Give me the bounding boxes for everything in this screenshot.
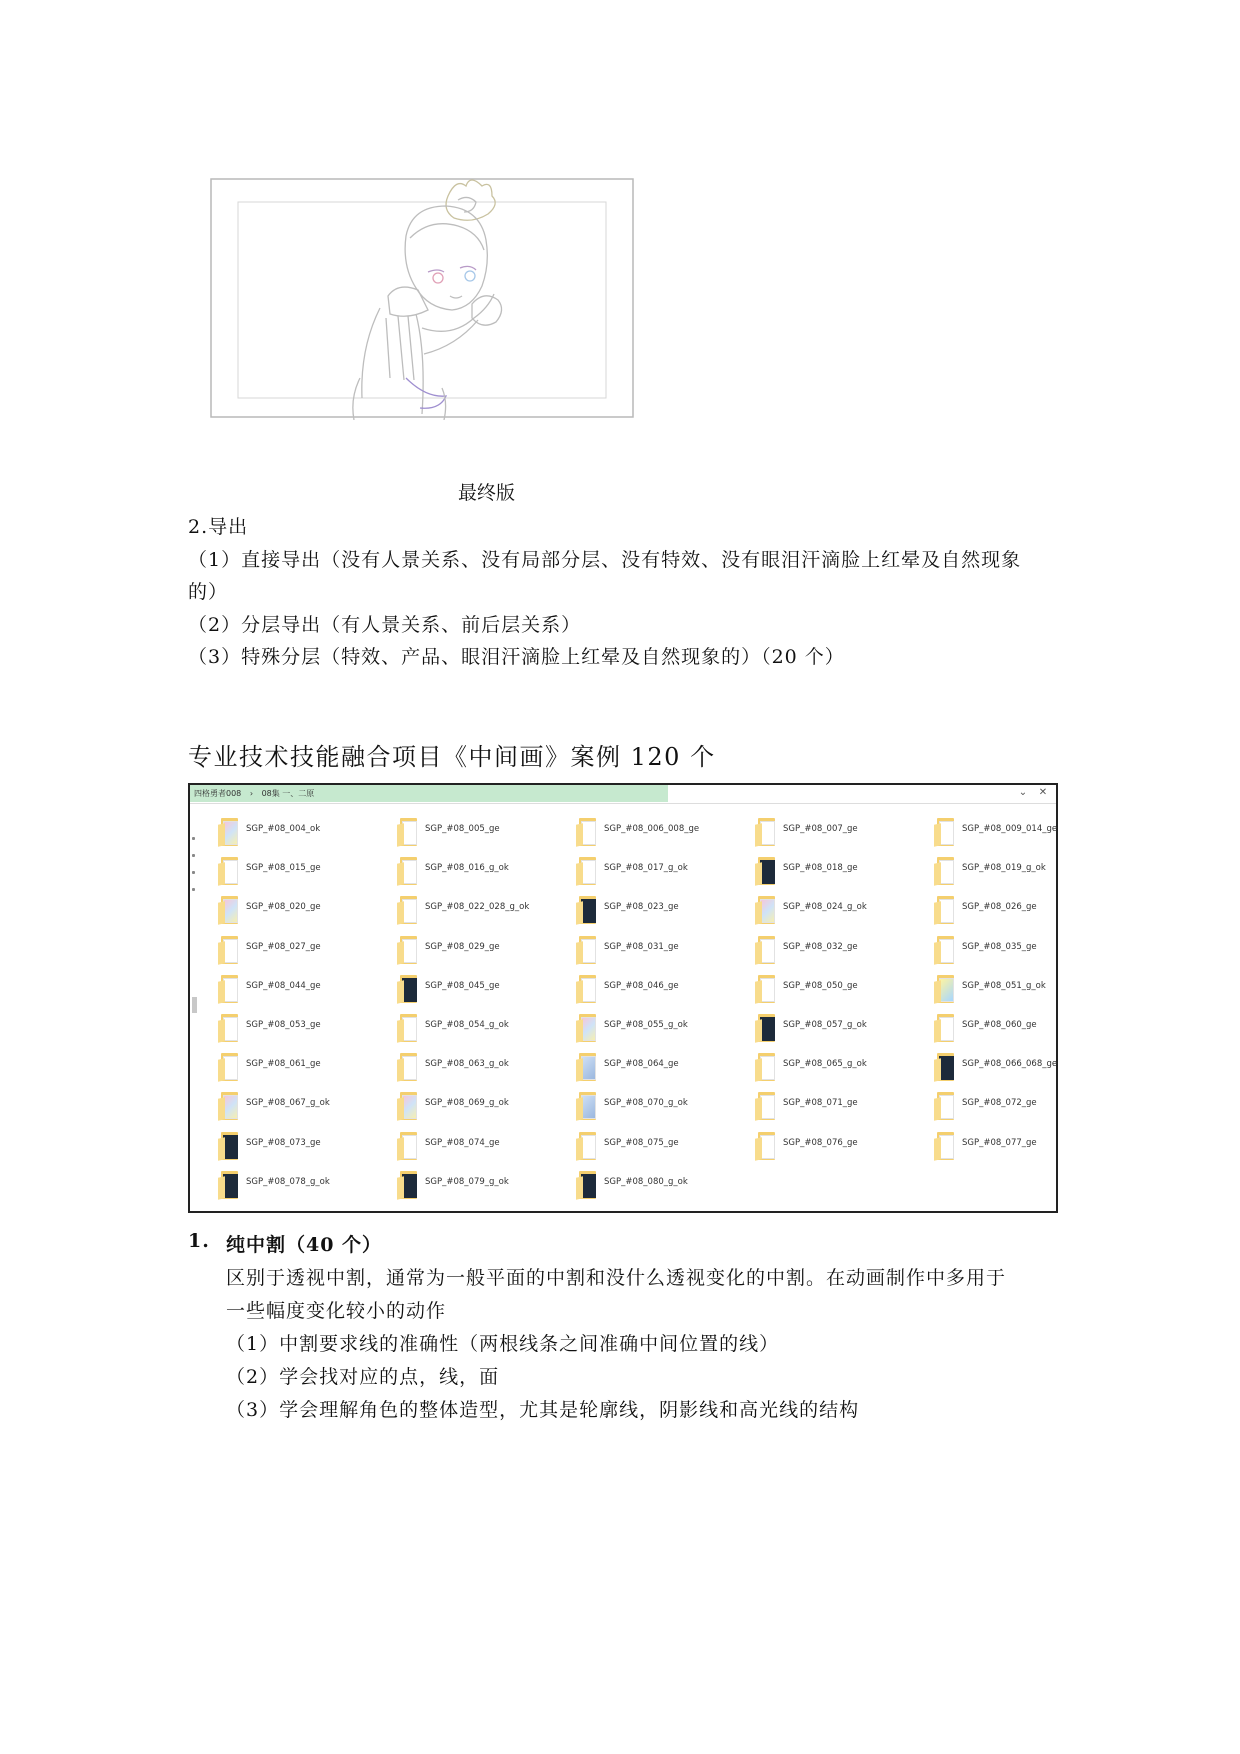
folder-icon [934, 1053, 956, 1081]
folder-item[interactable] [397, 893, 572, 929]
folder-icon [755, 857, 777, 885]
folder-icon [576, 936, 598, 964]
folder-icon [934, 1132, 956, 1160]
folder-icon [218, 818, 240, 846]
folder-name: SGP_#08_064_ge [604, 1059, 679, 1070]
section-point-3: （3）学会理解角色的整体造型，尤其是轮廓线，阴影线和高光线的结构 [226, 1399, 860, 1421]
folder-icon [576, 857, 598, 885]
folder-item[interactable] [397, 1011, 572, 1047]
folder-item[interactable] [397, 972, 572, 1008]
folder-icon [934, 857, 956, 885]
folder-name: SGP_#08_077_ge [962, 1137, 1037, 1148]
folder-name: SGP_#08_067_g_ok [246, 1098, 330, 1109]
folder-icon [218, 1171, 240, 1199]
breadcrumb-separator: › [249, 789, 254, 798]
folder-icon [397, 1014, 419, 1042]
folder-name: SGP_#08_044_ge [246, 980, 321, 991]
folder-name: SGP_#08_070_g_ok [604, 1098, 688, 1109]
folder-item[interactable] [397, 933, 572, 969]
folder-item[interactable] [218, 1050, 393, 1086]
folder-icon [397, 975, 419, 1003]
folder-item[interactable] [934, 1050, 1109, 1086]
folder-name: SGP_#08_009_014_ge [962, 824, 1058, 834]
folder-icon [218, 857, 240, 885]
folder-icon [218, 896, 240, 924]
folder-icon [755, 818, 777, 846]
section-point-1: （1）中割要求线的准确性（两根线条之间准确中间位置的线） [226, 1333, 780, 1355]
folder-name: SGP_#08_078_g_ok [246, 1176, 330, 1187]
folder-name: SGP_#08_006_008_ge [604, 824, 700, 834]
folder-icon [755, 1132, 777, 1160]
folder-item[interactable] [755, 815, 930, 851]
export-item-3: （3）特殊分层（特效、产品、眼泪汗滴脸上红晕及自然现象的）（20 个） [188, 646, 845, 668]
folder-name: SGP_#08_024_g_ok [783, 902, 867, 913]
folder-icon [397, 1132, 419, 1160]
folder-item[interactable] [576, 815, 751, 851]
folder-name: SGP_#08_066_068_ge [962, 1059, 1058, 1070]
breadcrumb-root[interactable]: 四格勇者008 [194, 789, 242, 798]
folder-item[interactable] [755, 1011, 930, 1047]
folder-name: SGP_#08_050_ge [783, 980, 858, 991]
folder-icon [397, 818, 419, 846]
folder-item[interactable] [218, 854, 393, 890]
folder-item[interactable] [755, 933, 930, 969]
folder-item[interactable] [397, 1168, 572, 1204]
folder-item[interactable] [397, 1050, 572, 1086]
folder-name: SGP_#08_027_ge [246, 941, 321, 952]
folder-icon [576, 896, 598, 924]
folder-name: SGP_#08_019_g_ok [962, 863, 1046, 874]
folder-icon [934, 818, 956, 846]
folder-name: SGP_#08_051_g_ok [962, 980, 1046, 991]
folder-icon [576, 1132, 598, 1160]
folder-icon [934, 936, 956, 964]
folder-item[interactable] [576, 933, 751, 969]
folder-item[interactable] [576, 1011, 751, 1047]
folder-icon [755, 936, 777, 964]
folder-icon [755, 975, 777, 1003]
folder-item[interactable] [218, 972, 393, 1008]
folder-name: SGP_#08_075_ge [604, 1137, 679, 1148]
folder-item[interactable] [934, 1011, 1109, 1047]
folder-icon [934, 1014, 956, 1042]
folder-name: SGP_#08_023_ge [604, 902, 679, 913]
export-item-1-line-2: 的） [188, 581, 229, 603]
close-icon[interactable]: ✕ [1038, 787, 1048, 798]
folder-item[interactable] [218, 933, 393, 969]
folder-item[interactable] [755, 1129, 930, 1165]
folder-name: SGP_#08_005_ge [425, 824, 500, 834]
folder-name: SGP_#08_032_ge [783, 941, 858, 952]
dropdown-chevron-icon[interactable]: ⌄ [1018, 787, 1028, 798]
folder-name: SGP_#08_046_ge [604, 980, 679, 991]
folder-name: SGP_#08_053_ge [246, 1020, 321, 1030]
nav-pane-markers [192, 837, 198, 905]
folder-item[interactable] [397, 1129, 572, 1165]
folder-icon [218, 1014, 240, 1042]
section-desc-line-2: 一些幅度变化较小的动作 [226, 1300, 447, 1322]
folder-name: SGP_#08_074_ge [425, 1137, 500, 1148]
folder-icon [934, 1092, 956, 1120]
folder-item[interactable] [755, 1050, 930, 1086]
folder-item[interactable] [934, 815, 1109, 851]
folder-item[interactable] [576, 972, 751, 1008]
folder-item[interactable] [934, 893, 1109, 929]
folder-item[interactable] [397, 815, 572, 851]
folder-name: SGP_#08_045_ge [425, 980, 500, 991]
folder-name: SGP_#08_018_ge [783, 863, 858, 874]
folder-item[interactable] [934, 972, 1109, 1008]
folder-icon [576, 1053, 598, 1081]
folder-name: SGP_#08_016_g_ok [425, 863, 509, 874]
folder-icon [755, 1053, 777, 1081]
folder-name: SGP_#08_004_ok [246, 824, 321, 834]
folder-item[interactable] [576, 854, 751, 890]
folder-item[interactable] [755, 854, 930, 890]
folder-name: SGP_#08_072_ge [962, 1098, 1037, 1109]
folder-icon [576, 1092, 598, 1120]
folder-name: SGP_#08_035_ge [962, 941, 1037, 952]
folder-name: SGP_#08_063_g_ok [425, 1059, 509, 1070]
folder-icon [755, 896, 777, 924]
folder-icon [397, 1092, 419, 1120]
folder-name: SGP_#08_055_g_ok [604, 1020, 688, 1030]
file-explorer-screenshot [188, 783, 1058, 1213]
folder-icon [755, 1014, 777, 1042]
section-number: 1. [188, 1230, 210, 1252]
folder-name: SGP_#08_079_g_ok [425, 1176, 509, 1187]
folder-name: SGP_#08_017_g_ok [604, 863, 688, 874]
folder-icon [576, 1171, 598, 1199]
breadcrumb-current[interactable]: 08集 一、二原 [261, 789, 315, 798]
folder-item[interactable] [755, 893, 930, 929]
folder-name: SGP_#08_060_ge [962, 1020, 1037, 1030]
folder-icon [934, 975, 956, 1003]
folder-name: SGP_#08_020_ge [246, 902, 321, 913]
folder-item[interactable] [755, 972, 930, 1008]
section-point-2: （2）学会找对应的点，线，面 [226, 1366, 500, 1388]
folder-icon [397, 936, 419, 964]
folder-icon [218, 1132, 240, 1160]
folder-item[interactable] [576, 1129, 751, 1165]
folder-name: SGP_#08_076_ge [783, 1137, 858, 1148]
folder-item[interactable] [397, 854, 572, 890]
folder-name: SGP_#08_054_g_ok [425, 1020, 509, 1030]
address-bar[interactable] [190, 785, 1056, 804]
folder-item[interactable] [934, 1089, 1109, 1125]
folder-name: SGP_#08_069_g_ok [425, 1098, 509, 1109]
export-item-1-line-1: （1）直接导出（没有人景关系、没有局部分层、没有特效、没有眼泪汗滴脸上红晕及自然现象 [188, 549, 1022, 571]
folder-item[interactable] [934, 854, 1109, 890]
folder-item[interactable] [397, 1089, 572, 1125]
folder-icon [218, 1092, 240, 1120]
folder-icon [397, 1053, 419, 1081]
section-title: 纯中割（40 个） [226, 1234, 383, 1256]
export-item-2: （2）分层导出（有人景关系、前后层关系） [188, 614, 582, 636]
folder-icon [218, 936, 240, 964]
character-sketch-image [210, 178, 634, 420]
folder-item[interactable] [576, 1168, 751, 1204]
breadcrumb [194, 788, 320, 799]
folder-item[interactable] [218, 1129, 393, 1165]
folder-icon [576, 818, 598, 846]
folder-icon [397, 896, 419, 924]
folder-item[interactable] [218, 1089, 393, 1125]
project-heading: 专业技术技能融合项目《中间画》案例 120 个 [188, 743, 716, 771]
folder-name: SGP_#08_007_ge [783, 824, 858, 834]
folder-item[interactable] [218, 815, 393, 851]
figure-caption: 最终版 [458, 482, 516, 504]
folder-icon [218, 1053, 240, 1081]
folder-icon [218, 975, 240, 1003]
scrollbar-thumb[interactable] [192, 997, 197, 1013]
section-desc-line-1: 区别于透视中割，通常为一般平面的中割和没什么透视变化的中割。在动画制作中多用于 [226, 1267, 1007, 1289]
folder-name: SGP_#08_026_ge [962, 902, 1037, 913]
folder-icon [397, 1171, 419, 1199]
folder-name: SGP_#08_015_ge [246, 863, 321, 874]
folder-icon [576, 975, 598, 1003]
folder-icon [576, 1014, 598, 1042]
folder-item[interactable] [218, 1011, 393, 1047]
folder-item[interactable] [576, 893, 751, 929]
folder-name: SGP_#08_071_ge [783, 1098, 858, 1109]
folder-icon [934, 896, 956, 924]
folder-icon [755, 1092, 777, 1120]
folder-name: SGP_#08_073_ge [246, 1137, 321, 1148]
folder-item[interactable] [218, 1168, 393, 1204]
folder-name: SGP_#08_080_g_ok [604, 1176, 688, 1187]
folder-item[interactable] [576, 1050, 751, 1086]
folder-name: SGP_#08_031_ge [604, 941, 679, 952]
folder-item[interactable] [755, 1089, 930, 1125]
folder-name: SGP_#08_029_ge [425, 941, 500, 952]
folder-icon [397, 857, 419, 885]
folder-name: SGP_#08_022_028_g_ok [425, 902, 530, 913]
folder-item[interactable] [218, 893, 393, 929]
folder-item[interactable] [934, 933, 1109, 969]
folder-name: SGP_#08_061_ge [246, 1059, 321, 1070]
folder-item[interactable] [576, 1089, 751, 1125]
folder-item[interactable] [934, 1129, 1109, 1165]
folder-name: SGP_#08_065_g_ok [783, 1059, 867, 1070]
export-heading: 2.导出 [188, 516, 249, 538]
folder-name: SGP_#08_057_g_ok [783, 1020, 867, 1030]
